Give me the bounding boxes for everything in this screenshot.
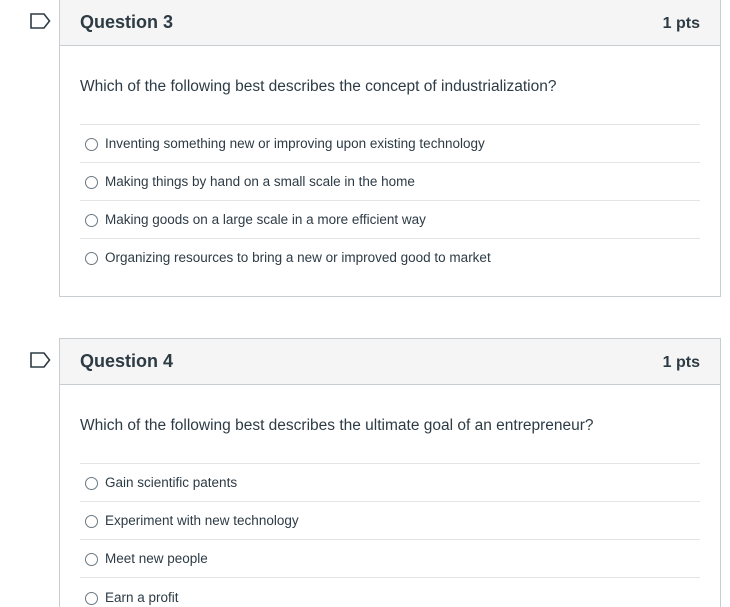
answer-label: Organizing resources to bring a new or improved good to market	[105, 250, 491, 265]
answer-option[interactable]	[80, 464, 700, 502]
answer-option[interactable]	[80, 201, 700, 239]
radio-unselected-icon[interactable]	[85, 138, 98, 151]
question-title: Question 3	[80, 12, 174, 32]
answer-option[interactable]	[80, 163, 700, 201]
answer-label: Making goods on a large scale in a more efficient way	[105, 212, 426, 227]
answer-label: Experiment with new technology	[105, 513, 299, 528]
question-body	[60, 385, 720, 607]
question-title: Question 4	[80, 351, 174, 371]
question-body	[60, 46, 720, 296]
answer-list	[80, 124, 700, 276]
answer-list	[80, 463, 700, 607]
radio-unselected-icon[interactable]	[85, 553, 98, 566]
question-header	[60, 339, 720, 385]
answer-label: Inventing something new or improving upon existing technology	[105, 136, 485, 151]
question-card	[59, 0, 721, 297]
radio-unselected-icon[interactable]	[85, 176, 98, 189]
question-points: 1 pts	[662, 353, 700, 371]
radio-unselected-icon[interactable]	[85, 214, 98, 227]
question-points: 1 pts	[662, 14, 700, 32]
answer-option[interactable]	[80, 239, 700, 276]
question-text: Which of the following best describes the concept of industrialization?	[80, 78, 557, 95]
radio-unselected-icon[interactable]	[85, 515, 98, 528]
flag-question-icon[interactable]	[30, 352, 51, 368]
radio-unselected-icon[interactable]	[85, 477, 98, 490]
answer-label: Making things by hand on a small scale in the home	[105, 174, 415, 189]
radio-unselected-icon[interactable]	[85, 252, 98, 265]
answer-option[interactable]	[80, 578, 700, 607]
answer-label: Gain scientific patents	[105, 475, 238, 490]
question-card	[59, 338, 721, 607]
question-text: Which of the following best describes the ultimate goal of an entrepreneur?	[80, 417, 594, 434]
answer-option[interactable]	[80, 502, 700, 540]
radio-unselected-icon[interactable]	[85, 592, 98, 605]
answer-option[interactable]	[80, 540, 700, 578]
flag-question-icon[interactable]	[30, 13, 51, 29]
answer-label: Earn a profit	[105, 589, 179, 605]
question-header	[60, 0, 720, 46]
answer-label: Meet new people	[105, 551, 208, 566]
answer-option[interactable]	[80, 125, 700, 163]
